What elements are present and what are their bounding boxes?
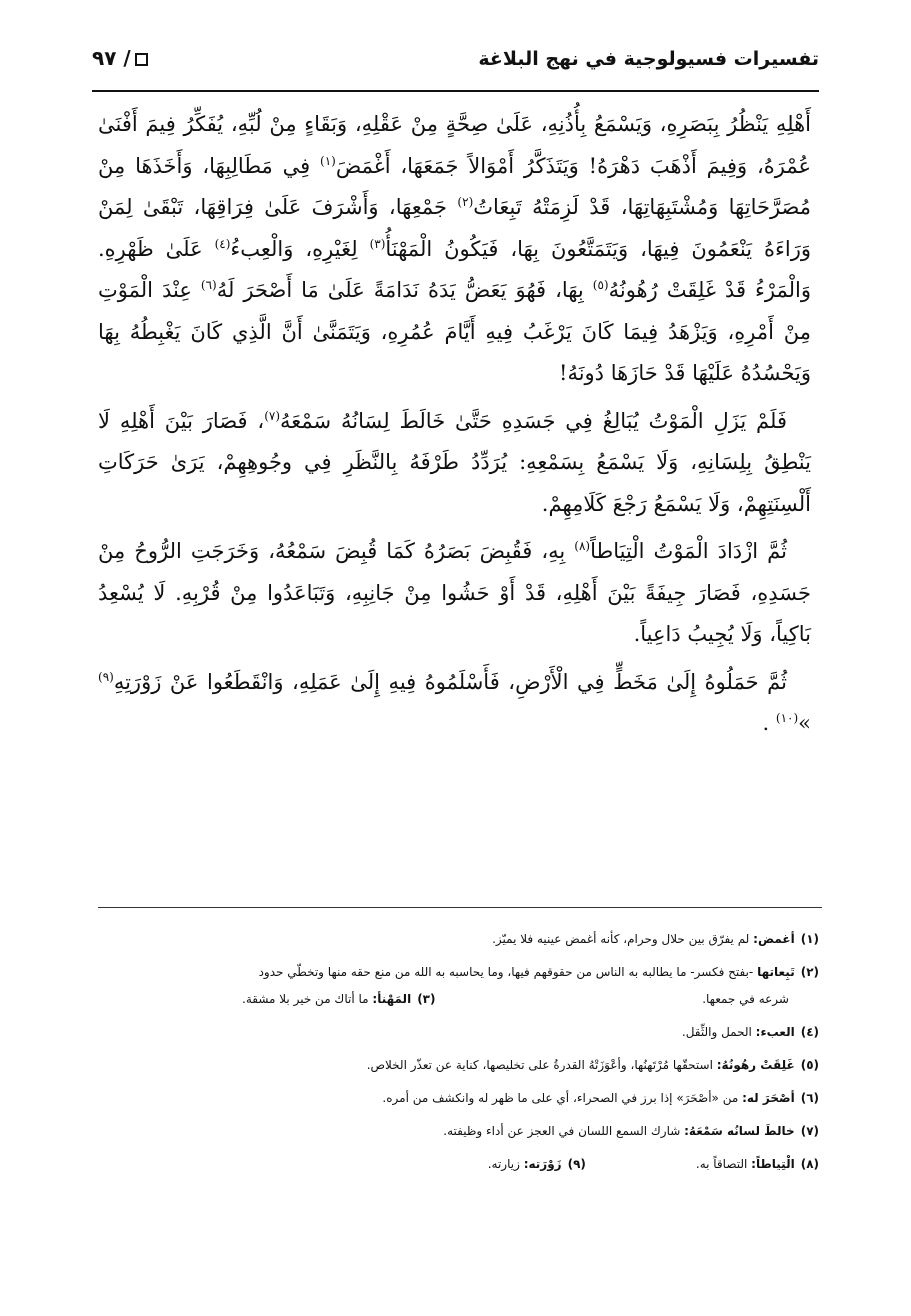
footnote-7: (٧)خالطَ لسانُه سَمْعَهُ: شارك السمع اللسان في العجز عن أداء وظيفته.	[443, 1124, 819, 1138]
footnote-1: (١)أغمض: لم يفرّق بين حلال وحرام، كأنه أغمض عينيه فلا يميّز.	[492, 932, 819, 946]
footnote-ref-8[interactable]: (٨)	[574, 539, 591, 553]
footnote-9: (٩)زَوْرَته: زيارته.	[487, 1157, 586, 1171]
footnote-3: (٣)المَهْنأ: ما أتاك من خير بلا مشقة.	[242, 992, 436, 1006]
footnote-2-continuation: شرعه في جمعها.	[702, 992, 789, 1006]
footnote-4: (٤)العبء: الحمل والثِّقل.	[681, 1025, 819, 1039]
running-header	[92, 38, 819, 82]
paragraph-1: أَهْلِهِ يَنْظُرُ بِبَصَرِهِ، وَيَسْمَعُ بِأُذُنِهِ، عَلَىٰ صِحَّةٍ مِنْ عَقْلِهِ، وَبَقَاءٍ مِنْ لُبِّهِ، يُفَكِّرُ فِيمَ أَفْنَىٰ عُمْرَهُ، وَفِيمَ أَذْهَبَ دَهْرَهُ! وَيَتَذَكَّرُ أَمْوَالاً جَمَعَهَا، أَغْمَضَ$^{(١)}$ فِي مَطَالِبِهَا، وَأَخَذَهَا مِنْ مُصَرَّحَاتِهَا وَمُشْتَبِهَاتِهَا، قَدْ لَزِمَتْهُ تَبِعَاتُ$^{(٢)}$ جَمْعِهَا، وَأَشْرَفَ عَلَىٰ فِرَاقِهَا، تَبْقَىٰ لِمَنْ وَرَاءَهُ يَنْعَمُونَ فِيهَا، وَيَتَمَتَّعُونَ بِهَا، فَيَكُونُ الْمَهْنَأُ$^{(٣)}$ لِغَيْرِهِ، وَالْعِبءُ$^{(٤)}$ عَلَىٰ ظَهْرِهِ. وَالْمَرْءُ قَدْ غَلِقَتْ رُهُونُهُ$^{(٥)}$ بِهَا، فَهُوَ يَعَضُّ يَدَهُ نَدَامَةً عَلَىٰ مَا أَصْحَرَ لَهُ$^{(٦)}$ عِنْدَ الْمَوْتِ مِنْ أَمْرِهِ، وَيَزْهَدُ فِيمَا كَانَ يَرْغَبُ فِيهِ أَيَّامَ عُمُرِهِ، وَيَتَمَنَّىٰ أَنَّ الَّذِي كَانَ يَغْبِطُهُ بِهَا وَيَحْسُدُهُ عَلَيْهَا قَدْ حَازَهَا دُونَهُ!	[98, 112, 812, 385]
footnote-ref-10[interactable]: (١٠)	[775, 711, 799, 725]
paragraph-3: ثُمَّ ازْدَادَ الْمَوْتُ الْتِيَاطاً$^{(٨)}$ بِهِ، فَقُبِضَ بَصَرُهُ كَمَا قُبِضَ سَمْعُهُ، وَخَرَجَتِ الرُّوحُ مِنْ جَسَدِهِ، فَصَارَ جِيفَةً بَيْنَ أَهْلِهِ، قَدْ أَوْ حَشُوا مِنْ جَانِبِهِ، وَتَبَاعَدُوا مِنْ قُرْبِهِ. لَا يُسْعِدُ بَاكِياً، وَلَا يُجِيبُ دَاعِياً.	[98, 539, 811, 646]
footnote-ref-3[interactable]: (٣)	[369, 236, 386, 251]
footnotes	[92, 930, 819, 1188]
footnote-row-2-3	[92, 990, 819, 1008]
square-ornament-icon	[135, 53, 148, 66]
footnote-ref-1[interactable]: (١)	[320, 153, 336, 168]
paragraph-2: فَلَمْ يَزَلِ الْمَوْتُ يُبَالِغُ فِي جَسَدِهِ حَتَّىٰ خَالَطَ لِسَانُهُ سَمْعَهُ$^{(٧)}$، فَصَارَ بَيْنَ أَهْلِهِ لَا يَنْطِقُ بِلِسَانِهِ، وَلَا يَسْمَعُ بِسَمْعِهِ: يُرَدِّدُ طَرْفَهُ بِالنَّظَرِ فِي وجُوهِهِمْ، يَرَىٰ حَرَكَاتِ أَلْسِنَتِهِمْ، وَلَا يَسْمَعُ رَجْعَ كَلَامِهِمْ.	[98, 408, 811, 516]
page-number	[92, 46, 148, 70]
page-number-text: ٩٧ /	[92, 46, 131, 70]
footnote-divider	[98, 907, 822, 908]
main-text	[98, 104, 811, 751]
footnote-ref-5[interactable]: (٥)	[592, 278, 609, 292]
footnote-ref-6[interactable]: (٦)	[200, 278, 217, 292]
footnote-6: (٦)أصْحَرَ له: من «أصْحَرَ» إذا برز في الصحراء، أي على ما ظهر له وانكشف من أمره.	[382, 1091, 819, 1105]
footnote-row-8-9	[92, 1155, 819, 1173]
footnote-8: (٨)الْتِياطاً: التصاقاً به.	[695, 1157, 819, 1171]
footnote-ref-4[interactable]: (٤)	[214, 236, 231, 251]
footnote-ref-2[interactable]: (٢)	[457, 195, 474, 209]
footnote-2: (٢)تَبِعاتها -بفتح فكسر- ما يطالبه به الناس من حقوقهم فيها، وما يحاسبه به الله من منع حقه منها وتخطّي حدود	[258, 965, 819, 979]
running-title: تفسيرات فسيولوجية في نهج البلاغة	[478, 48, 819, 70]
footnote-ref-9[interactable]: (٩)	[98, 669, 114, 684]
paragraph-4: ثُمَّ حَمَلُوهُ إِلَىٰ مَخَطٍّ فِي الْأَرْضِ، فَأَسْلَمُوهُ فِيهِ إِلَىٰ عَمَلِهِ، وَانْقَطَعُوا عَنْ زَوْرَتِهِ$^{(٩)}$ »$^{(١٠)}$ .	[98, 669, 811, 735]
header-divider	[92, 90, 819, 92]
footnote-5: (٥)غَلِقَتْ رهُونُهُ: استحقّها مُرْتَهنُها، وأعْوَزَتْهُ القدرةُ على تخليصها، كناية عن تعذّر الخلاص.	[366, 1058, 819, 1072]
footnote-ref-7[interactable]: (٧)	[264, 408, 281, 423]
